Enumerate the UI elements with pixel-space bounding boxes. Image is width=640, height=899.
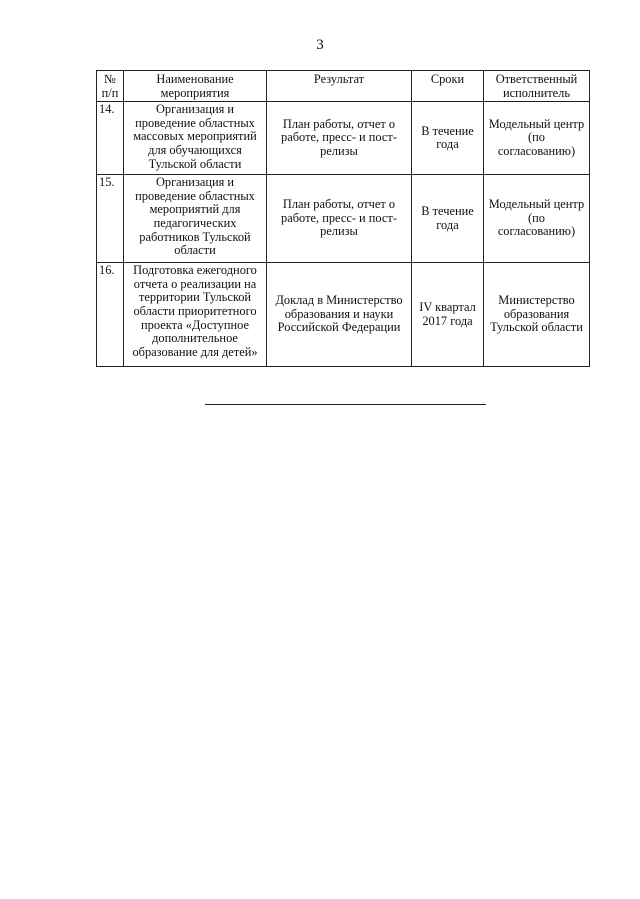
event-term: В течение года — [412, 102, 484, 175]
event-responsible: Модельный центр (по согласованию) — [484, 102, 590, 175]
row-number: 14. — [97, 102, 124, 175]
end-of-document-rule — [205, 404, 486, 405]
page-number: 3 — [316, 37, 324, 53]
header-name: Наименование мероприятия — [124, 71, 267, 102]
event-term: В течение года — [412, 175, 484, 263]
header-responsible: Ответственный исполнитель — [484, 71, 590, 102]
event-term: IV квартал 2017 года — [412, 263, 484, 367]
header-num: № п/п — [97, 71, 124, 102]
event-result: План работы, отчет о работе, пресс- и пост- релизы — [267, 175, 412, 263]
event-result: План работы, отчет о работе, пресс- и пост- релизы — [267, 102, 412, 175]
header-result: Результат — [267, 71, 412, 102]
event-name: Организация и проведение областных массовых мероприятий для обучающихся Тульской области — [124, 102, 267, 175]
header-term: Сроки — [412, 71, 484, 102]
events-table — [96, 70, 590, 367]
table-row — [97, 102, 590, 175]
table-header-row — [97, 71, 590, 102]
table-row — [97, 263, 590, 367]
table-row — [97, 175, 590, 263]
row-number: 15. — [97, 175, 124, 263]
event-name: Подготовка ежегодного отчета о реализации на территории Тульской области приоритетного проекта «Доступное дополнительное образование для детей» — [124, 263, 267, 367]
event-responsible: Министерство образования Тульской области — [484, 263, 590, 367]
event-result: Доклад в Министерство образования и науки Российской Федерации — [267, 263, 412, 367]
row-number: 16. — [97, 263, 124, 367]
event-name: Организация и проведение областных мероприятий для педагогических работников Тульской области — [124, 175, 267, 263]
event-responsible: Модельный центр (по согласованию) — [484, 175, 590, 263]
